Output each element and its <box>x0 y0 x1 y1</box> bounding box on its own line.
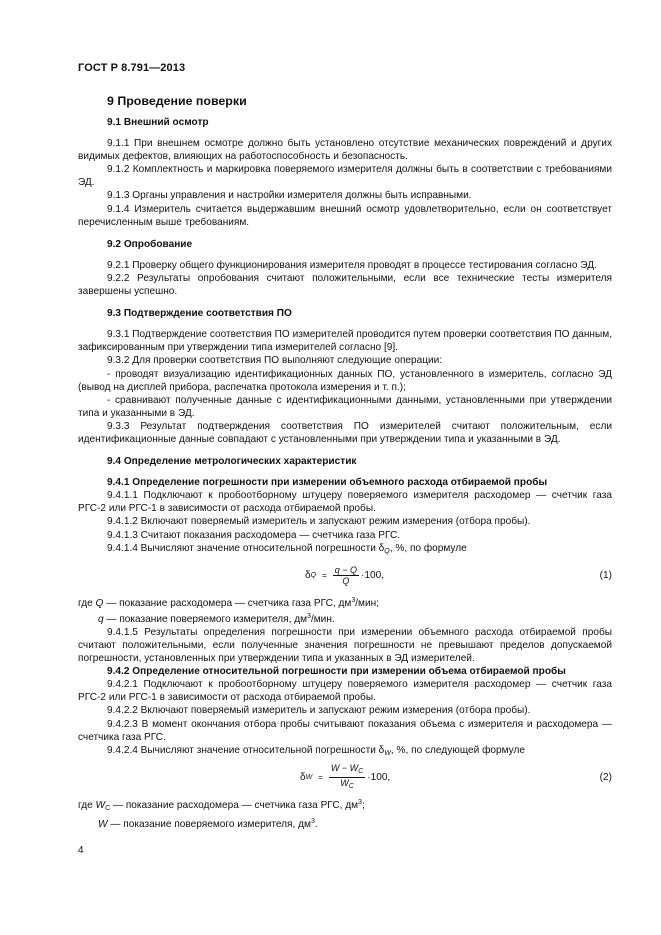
formula-1-where-q-upper: где Q — показание расходомера — счетчика газа РГС, $дм^3$/мин; <box>78 596 379 609</box>
document-body <box>78 94 612 831</box>
paragraph-9-4-2-4: 9.4.2.4 Вычисляют значение относительной погрешности $\delta_W$, %, по следующей формуле <box>107 744 525 757</box>
paragraph-9-4-1-1: 9.4.1.1 Подключают к пробоотборному штуцеру поверяемого измерителя расходомер — счетчик газа РГС-2 или РГС-1 в зависимости от расхода отбираемой пробы. <box>78 490 612 515</box>
subsection-title-9-2: 9.2 Опробование <box>107 238 193 250</box>
paragraph-9-3-3: 9.3.3 Результат подтверждения соответствия ПО измерителей считают положительным, если идентификационные данные совпадают с установленными при утверждении типа и указанными в ЭД. <box>78 420 612 445</box>
paragraph-9-4-1-5: 9.4.1.5 Результаты определения погрешности при измерении объемного расхода отбираемой пробы считают положительными, если полученные значения погрешности не превышают пределов допускаемой погрешности, установленных при утверждении типа и указанных в ЭД измерителей. <box>78 626 612 665</box>
formula-1 <box>78 563 612 589</box>
paragraph-9-4-2-3: 9.4.2.3 В момент окончания отбора пробы считывают показания объема с измерителя и расходомера — счетчика газа РГС. <box>78 718 612 743</box>
paragraph-9-1-3: 9.1.3 Органы управления и настройки измерителя должны быть исправными. <box>107 190 472 202</box>
paragraph-9-4-1-4: 9.4.1.4 Вычисляют значение относительной погрешности $\delta_Q$, %, по формуле <box>107 542 467 555</box>
formula-2-where-wc: где $W_C$ — показание расходомера — счетчика газа РГС, $дм^3$; <box>78 798 365 812</box>
formula-2-fraction: $\frac{W - W_C}{W_C}$ <box>330 763 364 791</box>
subsection-title-9-3: 9.3 Подтверждение соответствия ПО <box>107 308 292 320</box>
subsection-title-9-4-2: 9.4.2 Определение относительной погрешности при измерении объема отбираемой пробы <box>107 666 566 678</box>
formula-1-number: (1) <box>599 569 612 581</box>
formula-1-expression: δ Q = $\frac{q - Q}{Q}$ ·100, <box>305 565 385 587</box>
list-item-compare: - сравнивают полученные данные с идентификационными данными, установленными при утверждении типа и указанными в ЭД. <box>78 394 612 419</box>
paragraph-9-2-1: 9.2.1 Проверку общего функционирования измерителя проводят в процессе тестирования согласно ЭД. <box>107 259 597 271</box>
paragraph-9-3-1: 9.3.1 Подтверждение соответствия ПО измерителей проводится путем проверки соответствия ПО данным, зафиксированным при утверждении типа измерителей согласно [9]. <box>78 329 612 354</box>
subsection-title-9-4: 9.4 Определение метрологических характеристик <box>107 456 357 468</box>
formula-2-number: (2) <box>599 771 612 783</box>
formula-1-where-q-lower: q — показание поверяемого измерителя, $дм^3$/мин. <box>98 612 335 625</box>
document-code-header: ГОСТ Р 8.791—2013 <box>78 62 186 74</box>
page-number: 4 <box>78 845 84 856</box>
subsection-title-9-1: 9.1 Внешний осмотр <box>107 117 209 128</box>
paragraph-9-3-2: 9.3.2 Для проверки соответствия ПО выполняют следующие операции: <box>107 355 443 367</box>
formula-1-fraction: $\frac{q - Q}{Q}$ <box>334 565 358 587</box>
paragraph-9-2-2: 9.2.2 Результаты опробования считают положительными, если все технические тесты измерителя завершены успешно. <box>78 272 612 298</box>
paragraph-9-4-2-1: 9.4.2.1 Подключают к пробоотборному штуцеру поверяемого измерителя расходомер — счетчик газа РГС-2 или РГС-1 в зависимости от расхода отбираемой пробы. <box>78 679 612 704</box>
section-title: 9 Проведение поверки <box>107 94 247 108</box>
subsection-title-9-4-1: 9.4.1 Определение погрешности при измерении объемного расхода отбираемой пробы <box>107 477 548 489</box>
paragraph-9-1-2: 9.1.2 Комплектность и маркировка поверяемого измерителя должны быть в соответствии с требованиями ЭД. <box>78 164 612 189</box>
formula-2-expression: δ W = $\frac{W - W_C}{W_C}$ ·100, <box>300 763 391 791</box>
formula-2-where-w: W — показание поверяемого измерителя, $дм^3$. <box>98 817 318 830</box>
paragraph-9-1-1: 9.1.1 При внешнем осмотре должно быть установлено отсутствие механических повреждений и других видимых дефектов, влияющих на работоспособность и безопасность. <box>78 138 612 163</box>
paragraph-9-4-1-3: 9.4.1.3 Считают показания расходомера — счетчика газа РГС. <box>107 529 401 541</box>
paragraph-9-4-1-2: 9.4.1.2 Включают поверяемый измеритель и запускают режим измерения (отбора пробы). <box>107 516 531 528</box>
list-item-visualize: - проводят визуализацию идентификационных данных ПО, установленного в измеритель, согласно ЭД (вывод на дисплей прибора, распечатка протокола измерения и т. п.); <box>78 368 612 393</box>
paragraph-9-4-2-2: 9.4.2.2 Включают поверяемый измеритель и запускают режим измерения (отбора пробы). <box>107 705 531 717</box>
paragraph-9-1-4: 9.1.4 Измеритель считается выдержавшим внешний осмотр удовлетворительно, если он соответствует перечисленным выше требованиям. <box>78 203 612 228</box>
formula-2 <box>78 765 612 791</box>
